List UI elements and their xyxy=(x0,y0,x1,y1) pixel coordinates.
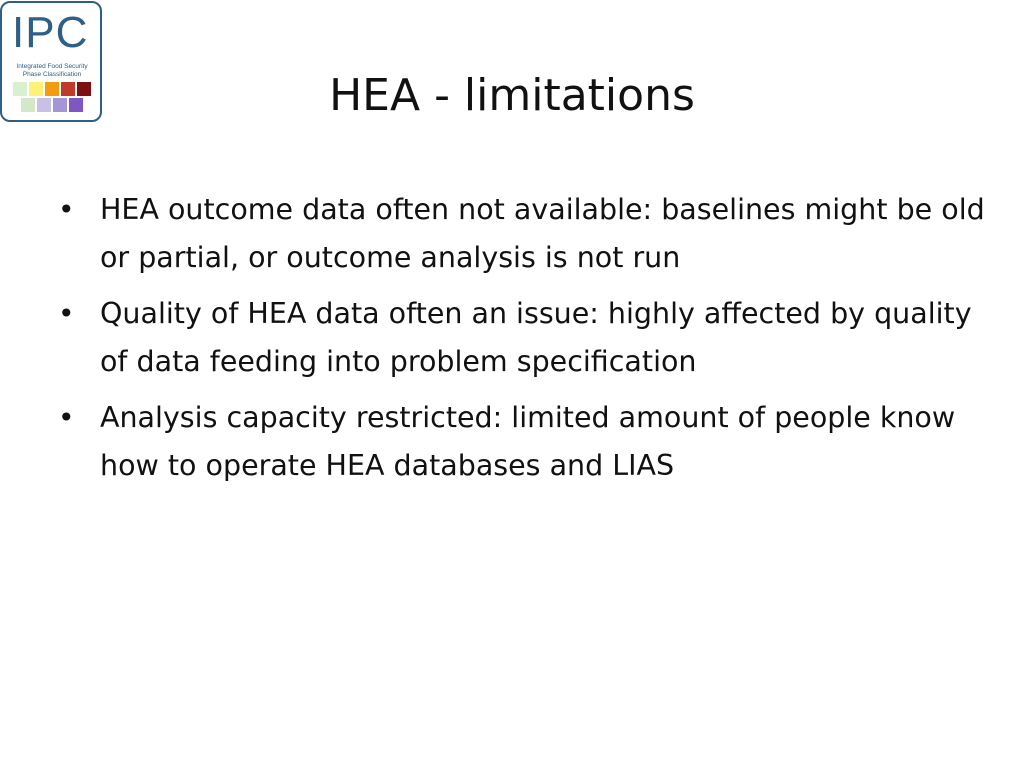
bullet-item xyxy=(56,290,986,386)
bullet-list xyxy=(56,186,986,498)
bullet-text: HEA outcome data often not available: baselines might be old or partial, or outcome analysis is not run xyxy=(100,193,985,274)
slide-title: HEA - limitations xyxy=(329,70,695,121)
bullet-dot-icon: • xyxy=(58,193,75,226)
logo-subtitle-line1: Integrated Food Security xyxy=(16,63,88,70)
bullet-item xyxy=(56,394,986,490)
bullet-text: Analysis capacity restricted: limited amount of people know how to operate HEA databases and LIAS xyxy=(100,401,956,482)
bullet-text: Quality of HEA data often an issue: highly affected by quality of data feeding into problem specification xyxy=(100,297,972,378)
bullet-item xyxy=(56,186,986,282)
logo-text: IPC xyxy=(12,8,89,57)
logo-subtitle-line2: Phase Classification xyxy=(22,71,82,78)
bullet-dot-icon: • xyxy=(58,401,75,434)
bullet-dot-icon: • xyxy=(58,297,75,330)
